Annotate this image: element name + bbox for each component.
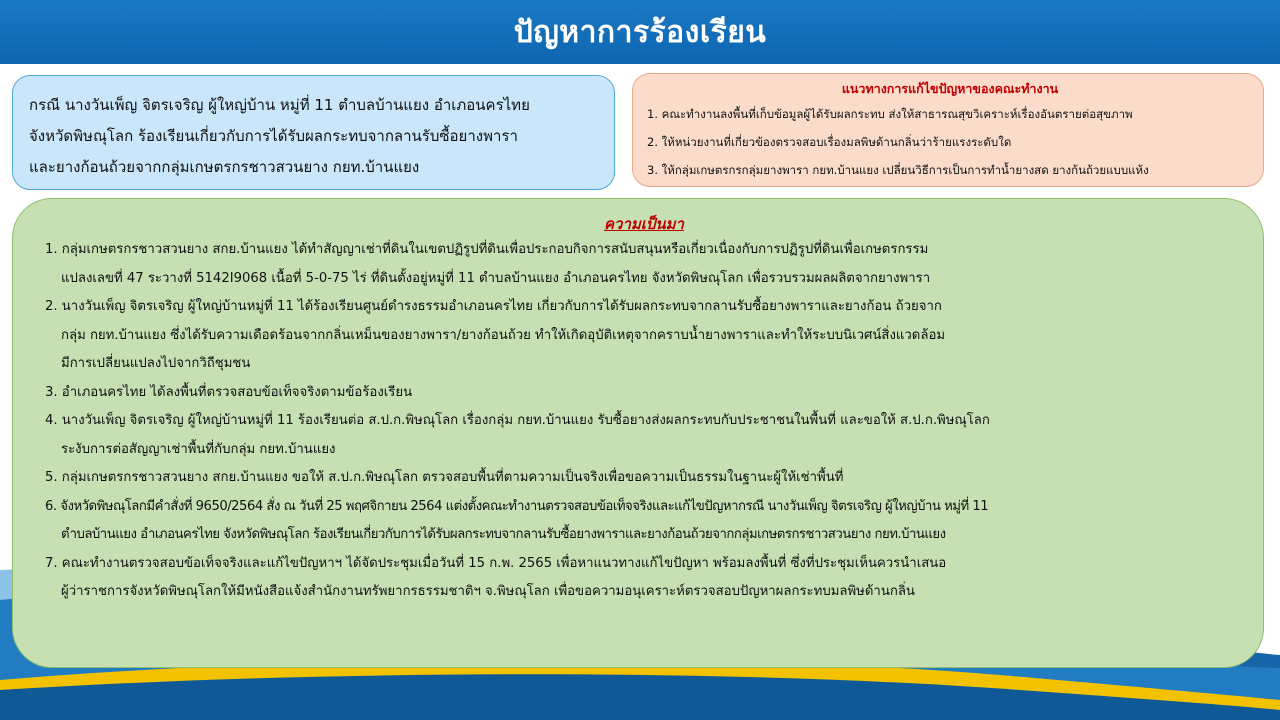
solution-item: 2. ให้หน่วยงานที่เกี่ยวข้องตรวจสอบเรื่องมลพิษด้านกลิ่นว่าร้ายแรงระดับใด: [647, 135, 1012, 149]
background-heading: ความเป็นมา: [604, 215, 684, 233]
background-item: [45, 236, 1243, 293]
case-summary-line: และยางก้อนถ้วยจากกลุ่มเกษตรกรชาวสวนยาง กยท.บ้านแยง: [29, 158, 420, 176]
title-bar: [0, 0, 1280, 64]
background-item: [45, 407, 1243, 464]
background-item-line: 3. อำเภอนครไทย ได้ลงพื้นที่ตรวจสอบข้อเท็จจริงตามข้อร้องเรียน: [45, 384, 413, 400]
background-item-line: 2. นางวันเพ็ญ จิตรเจริญ ผู้ใหญ่บ้านหมู่ที่ 11 ได้ร้องเรียนศูนย์ดำรงธรรมอำเภอนครไทย เกี่ยวกับการได้รับผลกระทบจากลานรับซื้อยางพาราและยางก้อน ถ้วยจาก: [45, 299, 942, 314]
background-item: [45, 464, 1243, 493]
background-item-line: ระงับการต่อสัญญาเช่าพื้นที่กับกลุ่ม กยท.บ้านแยง: [61, 441, 336, 457]
background-item: [45, 379, 1243, 408]
background-item: [45, 550, 1243, 607]
solution-approach-box: [632, 73, 1264, 187]
background-item-line: 5. กลุ่มเกษตรกรชาวสวนยาง สกย.บ้านแยง ขอให้ ส.ป.ก.พิษณุโลก ตรวจสอบพื้นที่ตามความเป็นจริงเพื่อขอความเป็นธรรมในฐานะผู้ให้เช่าพื้นที่: [45, 470, 844, 485]
background-item: [45, 293, 1243, 379]
background-item-line: มีการเปลี่ยนแปลงไปจากวิถีชุมชน: [61, 356, 251, 371]
solution-list: [647, 100, 1253, 184]
background-item-line: 4. นางวันเพ็ญ จิตรเจริญ ผู้ใหญ่บ้านหมู่ที่ 11 ร้องเรียนต่อ ส.ป.ก.พิษณุโลก เรื่องกลุ่ม กยท.บ้านแยง รับซื้อยางส่งผลกระทบกับประชาชนในพื้นที่ และขอให้ ส.ป.ก.พิษณุโลก: [45, 413, 990, 428]
background-item-line: 1. กลุ่มเกษตรกรชาวสวนยาง สกย.บ้านแยง ได้ทำสัญญาเช่าที่ดินในเขตปฏิรูปที่ดินเพื่อประกอบกิจการสนับสนุนหรือเกี่ยวเนื่องกับการปฏิรูปที่ดินเพื่อเกษตรกรรม: [45, 242, 929, 257]
background-item-line: แปลงเลขที่ 47 ระวางที่ 5142I9068 เนื้อที่ 5-0-75 ไร่ ที่ดินตั้งอยู่หมู่ที่ 11 ตำบลบ้านแยง อำเภอนครไทย จังหวัดพิษณุโลก เพื่อรวบรวมผลผลิตจากยางพารา: [61, 270, 931, 286]
background-item-line: ผู้ว่าราชการจังหวัดพิษณุโลกให้มีหนังสือแจ้งสำนักงานทรัพยากรธรรมชาติฯ จ.พิษณุโลก เพื่อขอความอนุเคราะห์ตรวจสอบปัญหาผลกระทบมลพิษด้านกลิ่น: [61, 584, 915, 599]
background-item-line: 6. จังหวัดพิษณุโลกมีคำสั่งที่ 9650/2564 สั่ง ณ วันที่ 25 พฤศจิกายน 2564 แต่งตั้งคณะทำงานตรวจสอบข้อเท็จจริงและแก้ไขปัญหากรณี นางวันเพ็ญ จิตรเจริญ ผู้ใหญ่บ้าน หมู่ที่ 11: [45, 498, 989, 514]
background-item-line: ตำบลบ้านแยง อำเภอนครไทย จังหวัดพิษณุโลก ร้องเรียนเกี่ยวกับการได้รับผลกระทบจากลานรับซื้อยางพาราและยางก้อนถ้วยจากกลุ่มเกษตรกรชาวสวนยาง กยท.บ้านแยง: [61, 527, 946, 542]
solution-item: 3. ให้กลุ่มเกษตรกรกลุ่มยางพารา กยท.บ้านแยง เปลี่ยนวิธีการเป็นการทำน้ำยางสด ยางก้นถ้วยแบบแห้ง: [647, 163, 1149, 177]
background-item-line: 7. คณะทำงานตรวจสอบข้อเท็จจริงและแก้ไขปัญหาฯ ได้จัดประชุมเมื่อวันที่ 15 ก.พ. 2565 เพื่อหาแนวทางแก้ไขปัญหา พร้อมลงพื้นที่ ซึ่งที่ประชุมเห็นควรนำเสนอ: [45, 555, 947, 571]
case-summary-line: จังหวัดพิษณุโลก ร้องเรียนเกี่ยวกับการได้รับผลกระทบจากลานรับซื้อยางพารา: [29, 127, 518, 145]
page-title: ปัญหาการร้องเรียน: [513, 14, 767, 50]
background-box: [12, 198, 1264, 668]
solution-heading: แนวทางการแก้ไขปัญหาของคณะทำงาน: [841, 81, 1059, 96]
solution-item: 1. คณะทำงานลงพื้นที่เก็บข้อมูลผู้ได้รับผลกระทบ ส่งให้สาธารณสุขวิเคราะห์เรื่องอันตรายต่อสุขภาพ: [647, 107, 1133, 121]
background-item-line: กลุ่ม กยท.บ้านแยง ซึ่งได้รับความเดือดร้อนจากกลิ่นเหม็นของยางพารา/ยางก้อนถ้วย ทำให้เกิดอุบัติเหตุจากคราบน้ำยางพาราและทำให้ระบบนิเวศน์สิ่งแวดล้อม: [61, 327, 946, 343]
case-summary-line: กรณี นางวันเพ็ญ จิตรเจริญ ผู้ใหญ่บ้าน หมู่ที่ 11 ตำบลบ้านแยง อำเภอนครไทย: [29, 96, 530, 114]
background-item: [45, 493, 1243, 550]
case-summary-box: [12, 75, 615, 190]
